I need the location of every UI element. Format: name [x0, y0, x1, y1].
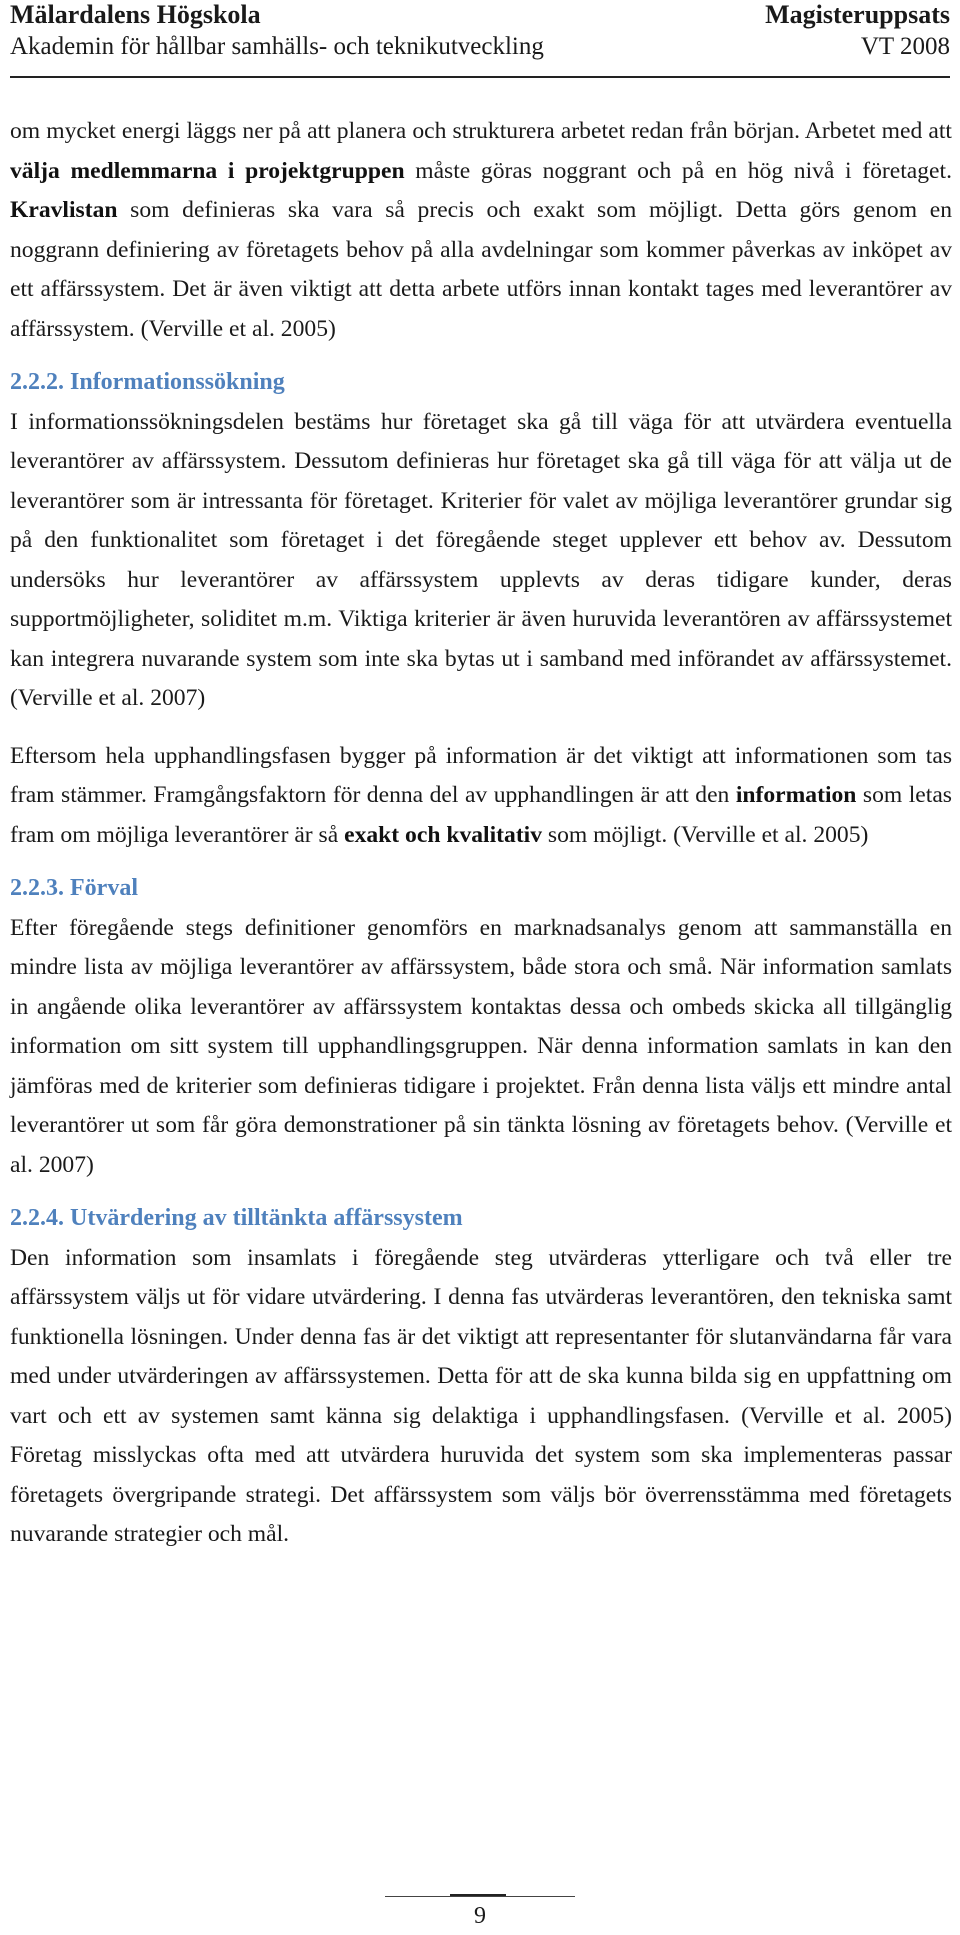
paragraph-2-2-4: Den information som insamlats i föregående steg utvärderas ytterligare och två eller tre affärssystem väljs ut för vidare utvärdering. I denna fas utvärderas leverantören, den tekniska samt funktionella lösningen. Under denna fas är det viktigt att representanter för slutanvändarna får vara med under utvärderingen av affärssystemen. Detta för att de ska kunna bilda sig en uppfattning om vart och ett av systemen samt känna sig delaktiga i upphandlingsfasen. (Verville et al. 2005) Företag misslyckas ofta med att utvärdera huruvida det system som ska implementeras passar företagets övergripande strategi. Det affärssystem som väljs bör överrensstämma med företagets nuvarande strategier och mål. — [10, 1244, 952, 1547]
header-academy: Akademin för hållbar samhälls- och teknikutveckling — [10, 33, 544, 60]
page-number: 9 — [474, 1903, 486, 1929]
p222b-text-1: Eftersom hela upphandlingsfasen bygger på information är det viktigt att informationen som tas fram stämmer. Framgångsfaktorn för denna del av upphandlingen är att den — [10, 742, 952, 808]
header-doc-type: Magisteruppsats — [765, 0, 950, 29]
header-school: Mälardalens Högskola — [10, 0, 261, 29]
footer-rule-accent — [450, 1894, 506, 1896]
paragraph-2-2-2-b — [10, 737, 952, 856]
heading-2-2-2: 2.2.2. Informationssökning — [10, 369, 285, 395]
footer-rule — [385, 1896, 575, 1897]
p222b-text-2: som letas fram om möjliga leverantörer är så — [10, 782, 952, 848]
intro-text-3: som definieras ska vara så precis och exakt som möjligt. Detta görs genom en noggrann definiering av företagets behov på alla avdelningar som kommer påverkas av inköpet av ett affärssystem. Det är även viktigt att detta arbete utförs innan kontakt tages med leverantörer av affärssystem. (Verville et al. 2005) — [10, 197, 952, 342]
intro-text-1: om mycket energi läggs ner på att planera och strukturera arbetet redan från början. Arbetet med att — [10, 118, 952, 144]
header-term: VT 2008 — [860, 33, 950, 60]
body-text — [10, 112, 952, 1555]
heading-2-2-3: 2.2.3. Förval — [10, 875, 138, 901]
paragraph-2-2-2-a: I informationssökningsdelen bestäms hur företaget ska gå till väga för att utvärdera eventuella leverantörer av affärssystem. Dessutom definieras hur företaget ska gå till väga för att välja ut de leverantörer som är intressanta för företaget. Kriterier för valet av möjliga leverantörer grundar sig på den funktionalitet som företaget i det föregående steget upplever ett behov av. Dessutom undersöks hur leverantörer av affärssystem upplevts av deras tidigare kunder, deras supportmöjligheter, soliditet m.m. Viktiga kriterier är även huruvida leverantören av affärssystemet kan integrera nuvarande system som inte ska bytas ut i samband med införandet av affärssystemet. (Verville et al. 2007) — [10, 408, 952, 711]
intro-bold-2: Kravlistan — [10, 197, 118, 223]
intro-bold-1: välja medlemmarna i projektgruppen — [10, 157, 405, 184]
heading-2-2-4: 2.2.4. Utvärdering av tilltänkta affärssystem — [10, 1205, 463, 1231]
intro-text-2: måste göras noggrant och på en hög nivå i företaget. — [404, 157, 952, 184]
header-rule — [10, 76, 950, 78]
paragraph-2-2-3: Efter föregående stegs definitioner genomförs en marknadsanalys genom att sammanställa en mindre lista av möjliga leverantörer av affärssystem, både stora och små. När information samlats in angående olika leverantörer av affärssystem kontaktas dessa och ombeds skicka all tillgänglig information om sitt system till upphandlingsgruppen. När denna information samlats in kan den jämföras med de kriterier som definieras tidigare i projektet. Från denna lista väljs ett mindre antal leverantörer ut som får göra demonstrationer på sin tänkta lösning av företagets behov. (Verville et al. 2007) — [10, 914, 952, 1178]
p222b-bold-1: information — [735, 782, 857, 808]
intro-paragraph — [10, 112, 952, 349]
p222b-bold-2: exakt och kvalitativ — [344, 821, 543, 848]
p222b-text-3: som möjligt. (Verville et al. 2005) — [542, 821, 869, 848]
